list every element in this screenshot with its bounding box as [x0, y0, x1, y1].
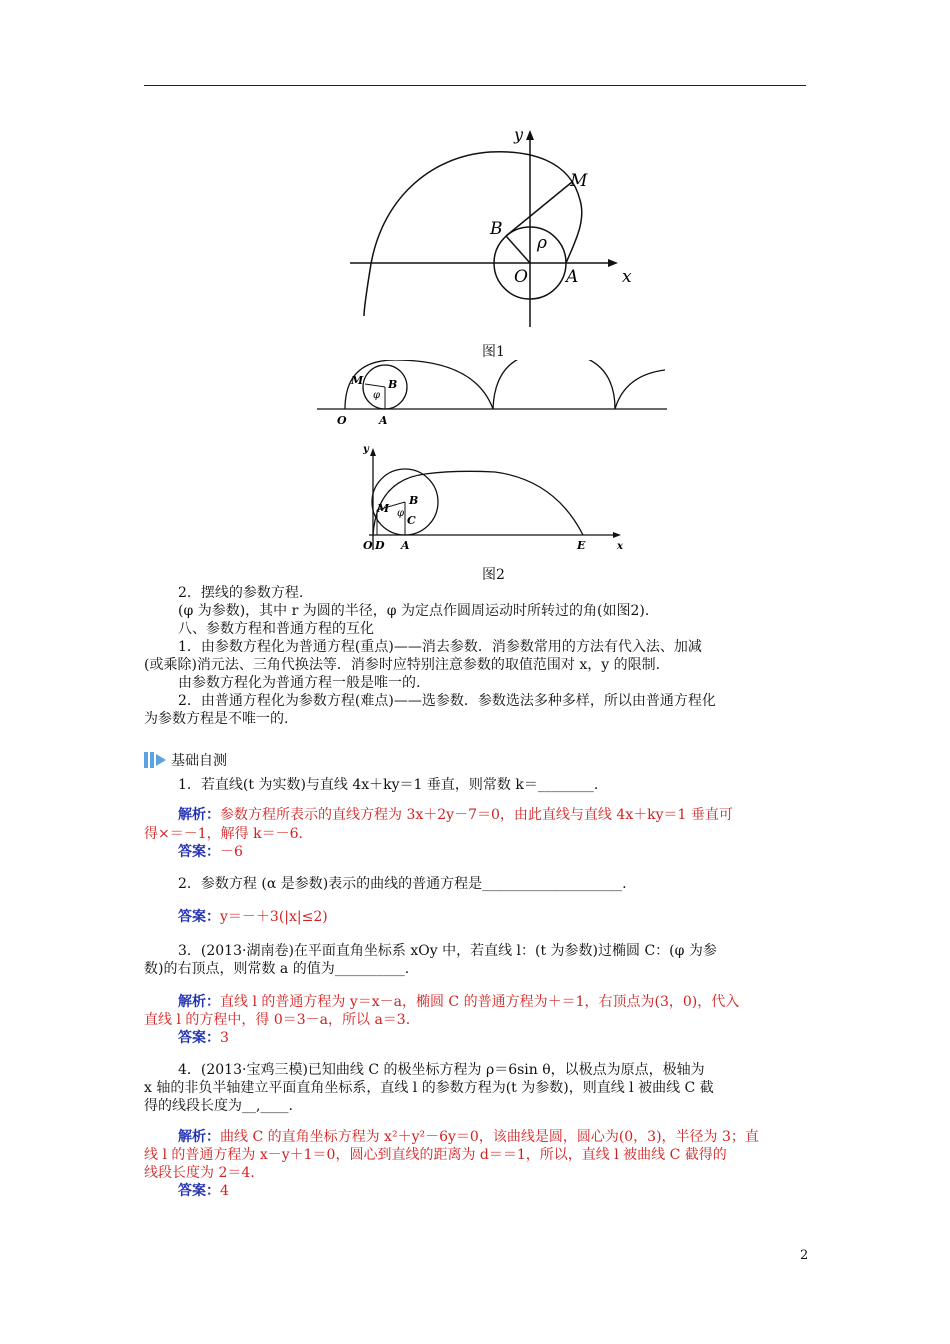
label-x: x — [622, 267, 632, 287]
label-E: E — [577, 539, 586, 552]
analysis-4-cont2: 线段长度为 2＝4. — [144, 1165, 255, 1181]
label-A: A — [379, 414, 388, 427]
label-M: M — [351, 374, 364, 387]
question-3-line1: 3．(2013·湖南卷)在平面直角坐标系 xOy 中，若直线 l：(t 为参数)过椭圆 C：(φ 为参 — [178, 943, 717, 959]
section-title: 基础自测 — [171, 753, 227, 769]
label-A: A — [566, 267, 579, 287]
label-y: y — [514, 125, 524, 144]
segment-OB — [506, 236, 530, 263]
answer-label: 答案： — [178, 909, 220, 925]
label-B: B — [409, 494, 419, 507]
question-4-line1: 4．(2013·宝鸡三模)已知曲线 C 的极坐标方程为 ρ＝6sin θ，以极点为原点，极轴为 — [178, 1062, 705, 1078]
answer-1: 答案：－6 — [178, 844, 243, 860]
analysis-4-cont: 线 l 的普通方程为 x－y＋1＝0，圆心到直线的距离为 d＝＝1，所以，直线 l 被曲线 C 截得的 — [144, 1147, 727, 1163]
label-phi: φ — [373, 390, 381, 401]
label-M: M — [570, 171, 588, 191]
x-axis-arrow — [608, 259, 618, 267]
label-O: O — [337, 414, 347, 427]
question-2: 2．参数方程 (α 是参数)表示的曲线的普通方程是____________________. — [178, 876, 627, 892]
figure-1-caption: 图1 — [482, 344, 505, 360]
label-O: O — [514, 267, 528, 287]
question-4-line2: x 轴的非负半轴建立平面直角坐标系，直线 l 的参数方程为(t 为参数)，则直线 l 被曲线 C 截 — [144, 1080, 714, 1096]
text-line: (φ 为参数)，其中 r 为圆的半径，φ 为定点作圆周运动时所转过的角(如图2). — [178, 603, 650, 619]
question-3-line2: 数)的右顶点，则常数 a 的值为__________. — [144, 961, 410, 977]
y-axis-arrow — [526, 130, 534, 140]
text-line: 2．由普通方程化为参数方程(难点)——选参数．参数选法多种多样，所以由普通方程化 — [178, 693, 716, 709]
question-1: 1．若直线(t 为实数)与直线 4x＋ky＝1 垂直，则常数 k＝________. — [178, 777, 599, 793]
analysis-4: 解析：曲线 C 的直角坐标方程为 x²＋y²－6y＝0，该曲线是圆，圆心为(0，3)，半径为 3；直 — [178, 1129, 759, 1145]
label-D: D — [375, 539, 385, 552]
question-4-line3: 得的线段长度为__,____. — [144, 1098, 293, 1114]
label-y: y — [363, 444, 369, 455]
label-B: B — [388, 378, 398, 391]
label-C: C — [407, 514, 416, 527]
label-A: A — [401, 539, 410, 552]
label-O: O — [363, 539, 373, 552]
text-line: (或乘除)消元法、三角代换法等．消参时应特别注意参数的取值范围对 x，y 的限制. — [144, 657, 661, 673]
text-line: 为参数方程是不唯一的. — [144, 711, 289, 727]
label-x: x — [617, 541, 623, 552]
label-B: B — [490, 219, 503, 239]
analysis-label: 解析： — [178, 807, 220, 823]
answer-4: 答案：4 — [178, 1183, 229, 1199]
text-line: 2．摆线的参数方程. — [178, 585, 304, 601]
figure-2-cycloid-bottom — [355, 440, 635, 555]
answer-2: 答案：y＝－＋3(|x|≤2) — [178, 909, 328, 925]
section-marker-icon — [144, 750, 170, 770]
page-number: 2 — [800, 1248, 809, 1263]
figure-2-cycloid-top — [315, 360, 670, 430]
analysis-1-cont: 得×＝－1，解得 k＝－6. — [144, 826, 303, 842]
analysis-label: 解析： — [178, 994, 220, 1010]
answer-3: 答案：3 — [178, 1030, 229, 1046]
answer-label: 答案： — [178, 1183, 220, 1199]
figure-1-spiral — [340, 120, 650, 332]
involute-curve — [364, 152, 582, 316]
label-M: M — [377, 502, 390, 515]
answer-label: 答案： — [178, 844, 220, 860]
analysis-label: 解析： — [178, 1129, 220, 1145]
analysis-3: 解析：直线 l 的普通方程为 y＝x－a，椭圆 C 的普通方程为＋＝1，右顶点为(3，0)，代入 — [178, 994, 740, 1010]
text-line: 八、参数方程和普通方程的互化 — [178, 621, 374, 637]
label-rho: ρ — [537, 233, 547, 253]
cycloid-arch-2 — [493, 360, 615, 409]
header-rule — [144, 85, 806, 86]
figure-2-caption: 图2 — [482, 567, 505, 583]
text-line: 由参数方程化为普通方程一般是唯一的. — [178, 675, 421, 691]
label-phi: φ — [397, 508, 405, 519]
text-line: 1．由参数方程化为普通方程(重点)——消去参数．消参数常用的方法有代入法、加减 — [178, 639, 702, 655]
analysis-3-cont: 直线 l 的方程中，得 0＝3－a，所以 a＝3. — [144, 1012, 411, 1028]
answer-label: 答案： — [178, 1030, 220, 1046]
analysis-1: 解析：参数方程所表示的直线方程为 3x＋2y－7＝0，由此直线与直线 4x＋ky＝1 垂直可 — [178, 807, 733, 823]
cycloid-arch-3 — [615, 370, 665, 409]
